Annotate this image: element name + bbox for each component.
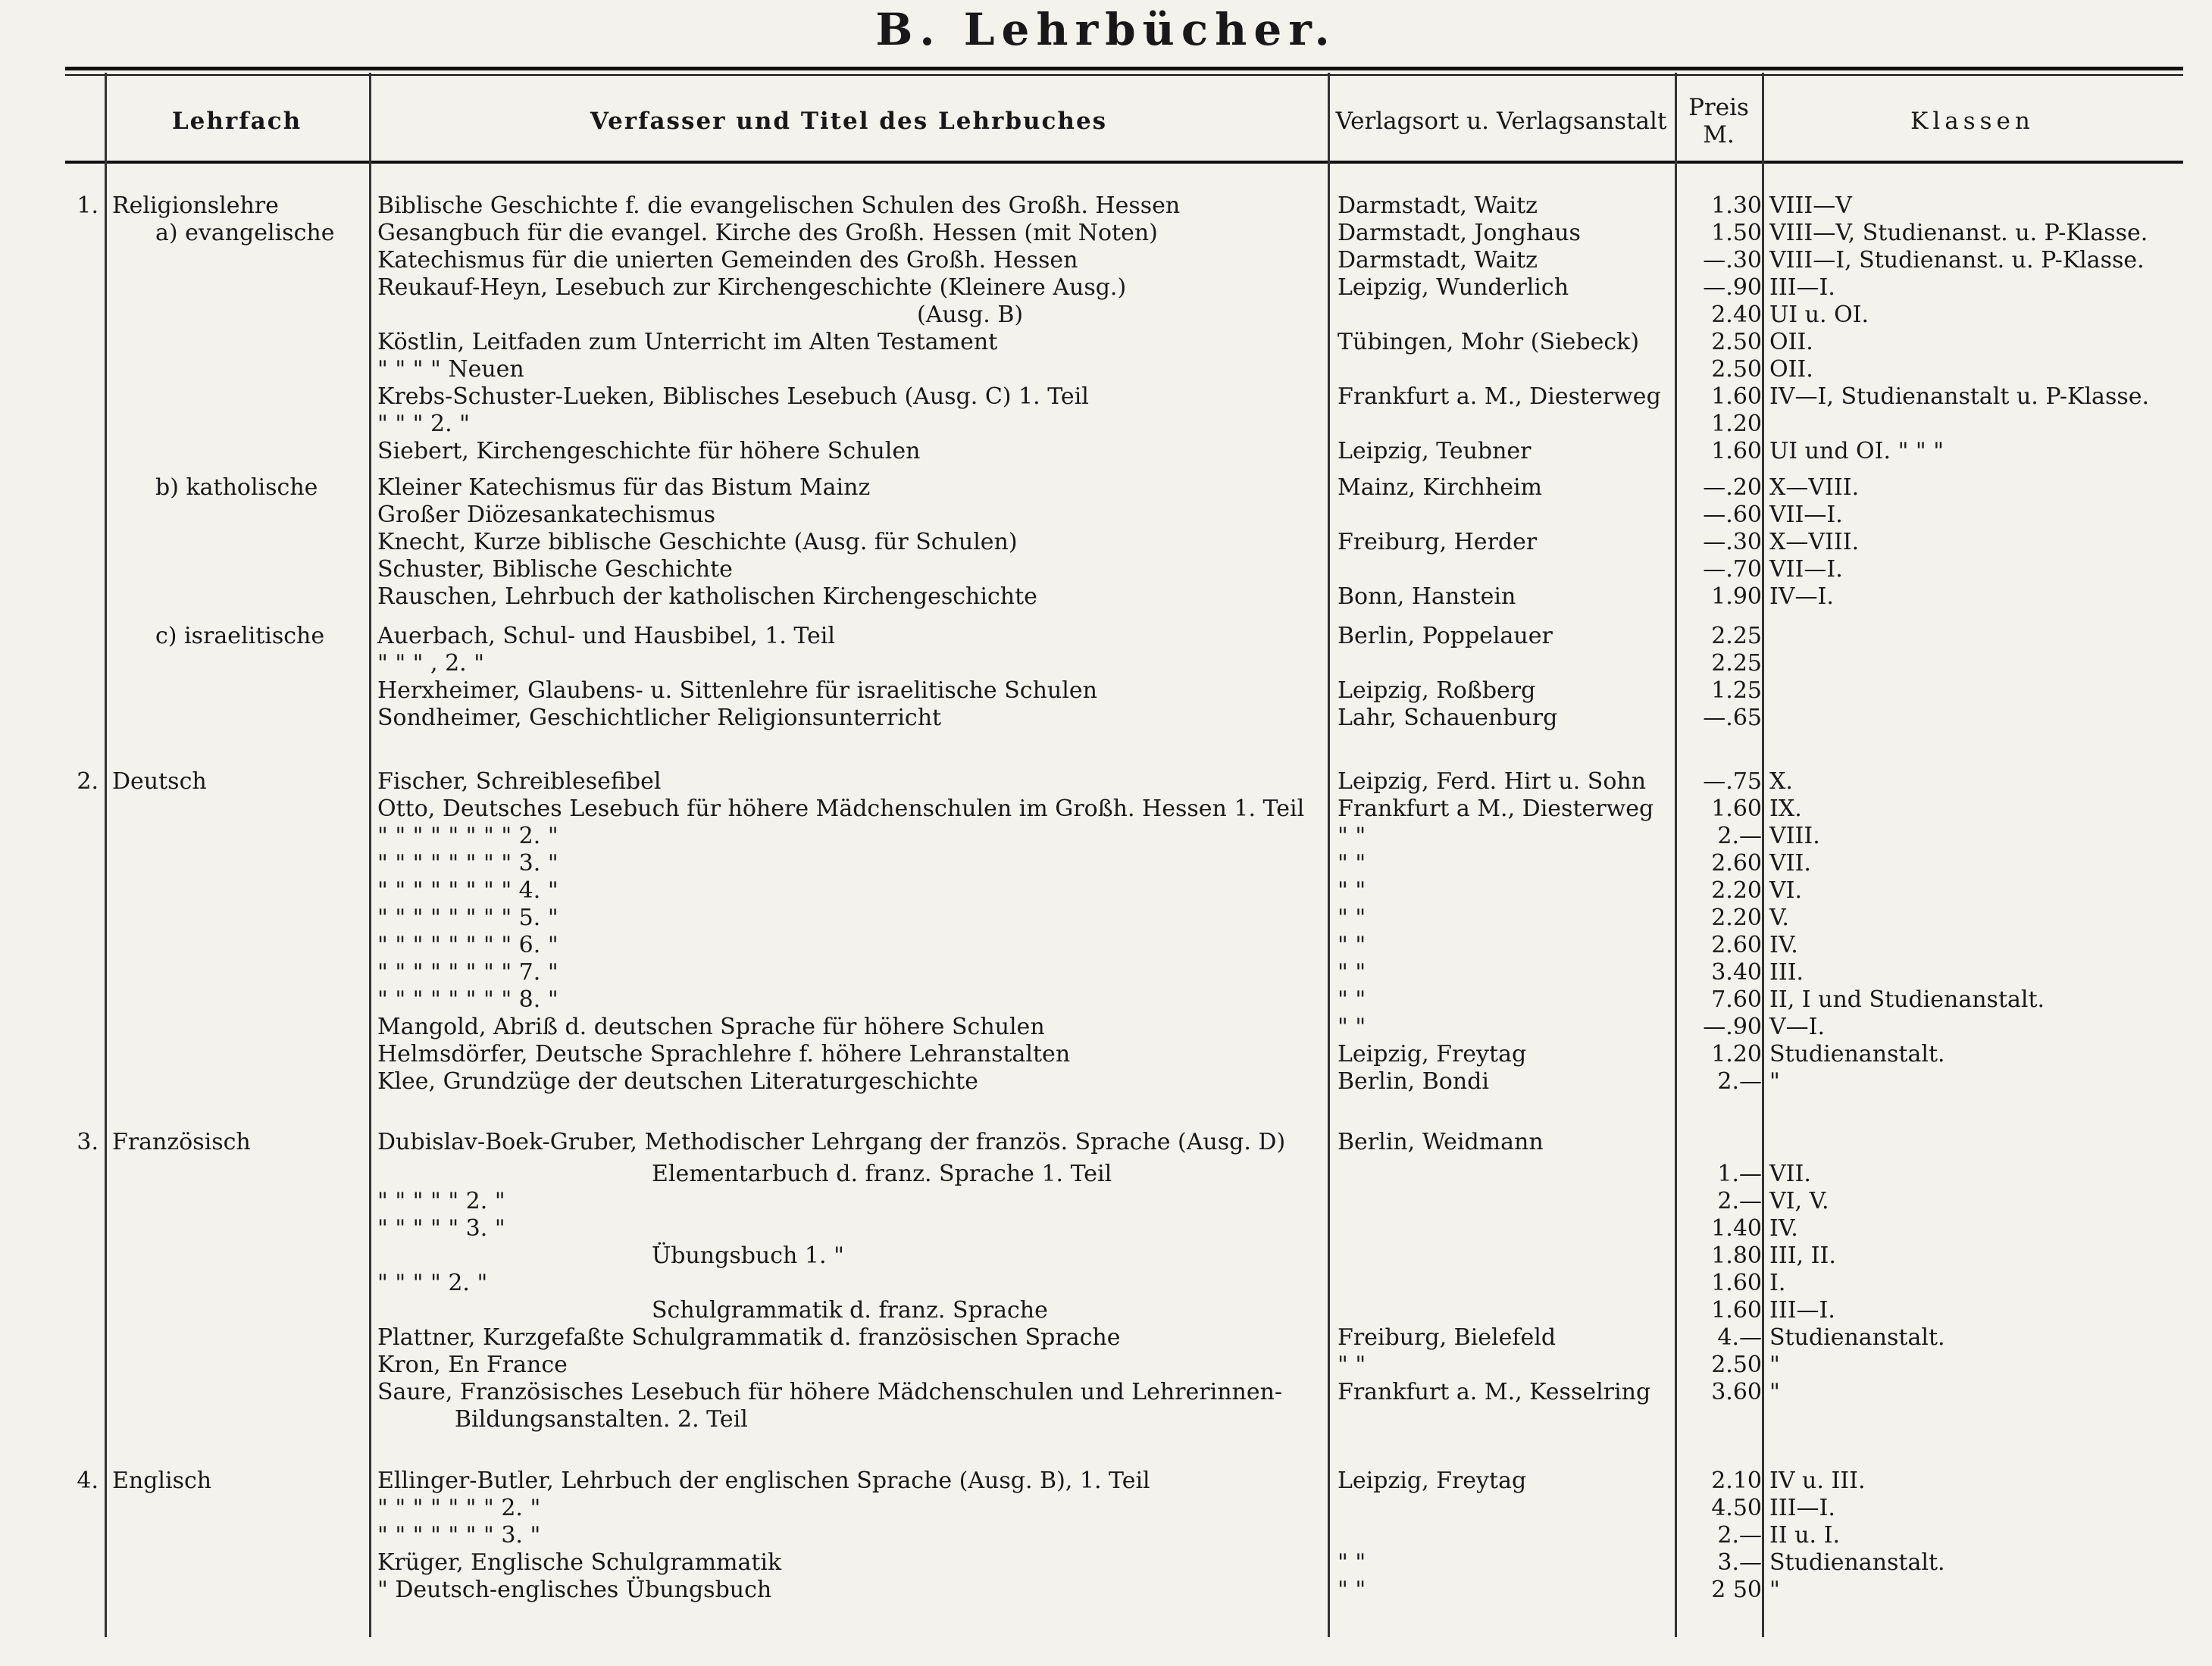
price-cell: 2.20 (1711, 905, 1762, 931)
title-cell: " " " " " " " " 8. " (377, 986, 558, 1013)
classes-cell: " (1769, 1068, 1780, 1095)
price-cell: —.75 (1703, 768, 1762, 795)
title-cell: " " " " " " " " 2. " (377, 823, 558, 849)
title-cell: Auerbach, Schul- und Hausbibel, 1. Teil (377, 623, 835, 649)
price-cell: —.30 (1703, 247, 1762, 273)
classes-cell: VIII—V (1769, 192, 1852, 219)
classes-cell: Studienanstalt. (1769, 1549, 1945, 1576)
price-cell: 1.20 (1711, 1041, 1762, 1067)
subject-cell: b) katholische (155, 474, 318, 501)
publisher-cell: Berlin, Weidmann (1338, 1129, 1544, 1155)
header-publisher: Verlagsort u. Verlagsanstalt (1335, 108, 1667, 135)
title-cell: " " " " " " " " 3. " (377, 850, 558, 877)
publisher-cell: Tübingen, Mohr (Siebeck) (1338, 329, 1640, 355)
classes-cell: V—I. (1769, 1014, 1826, 1040)
price-cell: 2.60 (1711, 932, 1762, 958)
price-cell: —.90 (1703, 274, 1762, 301)
publisher-cell: " " (1338, 823, 1366, 849)
publisher-cell: " " (1338, 905, 1366, 931)
title-cell: " " " " " " " " 4. " (377, 877, 558, 904)
publisher-cell: Darmstadt, Jonghaus (1338, 220, 1581, 246)
title-cell: Sondheimer, Geschichtlicher Religionsunterricht (377, 705, 942, 731)
price-cell: 1.40 (1711, 1215, 1762, 1242)
classes-cell: VIII. (1769, 823, 1820, 849)
title-cell: Elementarbuch d. franz. Sprache 1. Teil (652, 1161, 1112, 1187)
classes-cell: II u. I. (1769, 1522, 1841, 1549)
price-cell: 2.50 (1711, 329, 1762, 355)
publisher-cell: Leipzig, Freytag (1338, 1041, 1527, 1067)
header-classes: Klassen (1910, 108, 2035, 135)
price-cell: 2.— (1717, 823, 1762, 849)
price-cell: 2.25 (1711, 650, 1762, 677)
price-cell: 1.— (1717, 1161, 1762, 1187)
title-cell: Übungsbuch 1. " (652, 1242, 844, 1269)
classes-cell: III—I. (1769, 1495, 1835, 1521)
price-cell: —.20 (1703, 474, 1762, 501)
section-number: 2. (77, 768, 99, 795)
price-cell: 1.30 (1711, 192, 1762, 219)
classes-cell: VIII—I, Studienanst. u. P-Klasse. (1769, 247, 2145, 273)
column-divider (1762, 73, 1764, 1637)
title-cell: Dubislav-Boek-Gruber, Methodischer Lehrgang der französ. Sprache (Ausg. D) (377, 1129, 1286, 1155)
classes-cell: " (1769, 1379, 1780, 1405)
price-cell: 2.25 (1711, 623, 1762, 649)
subject-cell: a) evangelische (155, 220, 335, 246)
classes-cell: " (1769, 1352, 1780, 1378)
publisher-cell: " " (1338, 1577, 1366, 1603)
header-price-unit: M. (1703, 121, 1735, 148)
price-cell: 2.— (1717, 1522, 1762, 1549)
publisher-cell: " " (1338, 1014, 1366, 1040)
subject-cell: Englisch (112, 1468, 212, 1494)
classes-cell: VIII—V, Studienanst. u. P-Klasse. (1769, 220, 2148, 246)
title-cell: Schuster, Biblische Geschichte (377, 556, 733, 583)
publisher-cell: Leipzig, Roßberg (1338, 677, 1536, 704)
price-cell: —.65 (1703, 705, 1762, 731)
title-cell: " " " 2. " (377, 411, 470, 437)
title-cell: " " " " 2. " (377, 1270, 488, 1296)
title-cell: Mangold, Abriß d. deutschen Sprache für höhere Schulen (377, 1014, 1045, 1040)
publisher-cell: Darmstadt, Waitz (1338, 247, 1538, 273)
subject-cell: Deutsch (112, 768, 207, 795)
classes-cell: OII. (1769, 329, 1813, 355)
subject-cell: c) israelitische (155, 623, 325, 649)
title-cell: " Deutsch-englisches Übungsbuch (377, 1577, 772, 1603)
price-cell: 3.— (1717, 1549, 1762, 1576)
classes-cell: IV—I. (1769, 583, 1834, 610)
price-cell: 2.— (1717, 1188, 1762, 1214)
title-cell: Krüger, Englische Schulgrammatik (377, 1549, 782, 1576)
classes-cell: VI. (1769, 877, 1803, 904)
title-cell: Knecht, Kurze biblische Geschichte (Ausg. für Schulen) (377, 529, 1018, 555)
price-cell: 3.40 (1711, 959, 1762, 986)
title-cell: Bildungsanstalten. 2. Teil (455, 1406, 748, 1433)
price-cell: —.60 (1703, 502, 1762, 528)
price-cell: 1.25 (1711, 677, 1762, 704)
section-number: 3. (77, 1129, 99, 1155)
header-price (1676, 83, 1761, 159)
price-cell: 1.80 (1711, 1242, 1762, 1269)
price-cell: —.30 (1703, 529, 1762, 555)
classes-cell: OII. (1769, 356, 1813, 383)
classes-cell: IV. (1769, 1215, 1798, 1242)
classes-cell: IV. (1769, 932, 1798, 958)
title-cell: " " " " " 2. " (377, 1188, 505, 1214)
classes-cell: III—I. (1769, 1297, 1835, 1324)
classes-cell: VII. (1769, 850, 1811, 877)
column-divider (105, 73, 107, 1637)
publisher-cell: Bonn, Hanstein (1338, 583, 1516, 610)
title-cell: Krebs-Schuster-Lueken, Biblisches Lesebuch (Ausg. C) 1. Teil (377, 383, 1089, 410)
classes-cell: X—VIII. (1769, 474, 1860, 501)
publisher-cell: " " (1338, 1549, 1366, 1576)
classes-cell: VI, V. (1769, 1188, 1829, 1214)
publisher-cell: Darmstadt, Waitz (1338, 192, 1538, 219)
classes-cell: VII—I. (1769, 556, 1843, 583)
price-cell: 1.50 (1711, 220, 1762, 246)
publisher-cell: Frankfurt a. M., Kesselring (1338, 1379, 1651, 1405)
title-cell: Plattner, Kurzgefaßte Schulgrammatik d. französischen Sprache (377, 1324, 1121, 1351)
section-number: 1. (77, 192, 99, 219)
classes-cell: X. (1769, 768, 1793, 795)
title-cell: Otto, Deutsches Lesebuch für höhere Mädchenschulen im Großh. Hessen 1. Teil (377, 795, 1305, 822)
classes-cell: Studienanstalt. (1769, 1041, 1945, 1067)
price-cell: 2.10 (1711, 1468, 1762, 1494)
title-cell: Kleiner Katechismus für das Bistum Mainz (377, 474, 871, 501)
header-author-title: Verfasser und Titel des Lehrbuches (590, 108, 1108, 135)
price-cell: 2.— (1717, 1068, 1762, 1095)
subject-cell: Religionslehre (112, 192, 279, 219)
publisher-cell: Berlin, Bondi (1338, 1068, 1489, 1095)
title-cell: Fischer, Schreiblesefibel (377, 768, 662, 795)
price-cell: 1.60 (1711, 1270, 1762, 1296)
price-cell: 2.50 (1711, 1352, 1762, 1378)
classes-cell: III. (1769, 959, 1804, 986)
publisher-cell: " " (1338, 959, 1366, 986)
classes-cell: X—VIII. (1769, 529, 1860, 555)
header-price-label: Preis (1688, 94, 1749, 121)
subject-cell: Französisch (112, 1129, 251, 1155)
title-cell: " " " " " " " " 5. " (377, 905, 558, 931)
publisher-cell: Frankfurt a. M., Diesterweg (1338, 383, 1661, 410)
publisher-cell: Frankfurt a M., Diesterweg (1338, 795, 1654, 822)
price-cell: 1.20 (1711, 411, 1762, 437)
top-double-rule-thin (65, 74, 2183, 76)
title-cell: " " " " " 3. " (377, 1215, 505, 1242)
title-cell: " " " " " " " 3. " (377, 1522, 541, 1549)
title-cell: Biblische Geschichte f. die evangelischen Schulen des Großh. Hessen (377, 192, 1181, 219)
title-cell: Katechismus für die unierten Gemeinden des Großh. Hessen (377, 247, 1078, 273)
price-cell: 2 50 (1711, 1577, 1762, 1603)
column-divider (1328, 73, 1330, 1637)
price-cell: 1.60 (1711, 795, 1762, 822)
title-cell: Rauschen, Lehrbuch der katholischen Kirchengeschichte (377, 583, 1037, 610)
publisher-cell: " " (1338, 850, 1366, 877)
title-cell: Herxheimer, Glaubens- u. Sittenlehre für israelitische Schulen (377, 677, 1097, 704)
price-cell: 2.50 (1711, 356, 1762, 383)
publisher-cell: Leipzig, Freytag (1338, 1468, 1527, 1494)
classes-cell: IX. (1769, 795, 1802, 822)
price-cell: —.70 (1703, 556, 1762, 583)
title-cell: (Ausg. B) (917, 302, 1024, 328)
publisher-cell: Leipzig, Ferd. Hirt u. Sohn (1338, 768, 1647, 795)
price-cell: 4.50 (1711, 1495, 1762, 1521)
classes-cell: IV—I, Studienanstalt u. P-Klasse. (1769, 383, 2150, 410)
classes-cell: I. (1769, 1270, 1786, 1296)
title-cell: Klee, Grundzüge der deutschen Literaturgeschichte (377, 1068, 978, 1095)
title-cell: Kron, En France (377, 1352, 568, 1378)
publisher-cell: " " (1338, 877, 1366, 904)
title-cell: Saure, Französisches Lesebuch für höhere Mädchenschulen und Lehrerinnen- (377, 1379, 1283, 1405)
top-double-rule-thick (65, 67, 2183, 70)
publisher-cell: Berlin, Poppelauer (1338, 623, 1553, 649)
price-cell: 1.60 (1711, 438, 1762, 464)
price-cell: 1.90 (1711, 583, 1762, 610)
publisher-cell: Leipzig, Wunderlich (1338, 274, 1569, 301)
title-cell: Siebert, Kirchengeschichte für höhere Schulen (377, 438, 921, 464)
title-cell: " " " " " " " " 7. " (377, 959, 558, 986)
title-cell: " " " " " " " 2. " (377, 1495, 541, 1521)
price-cell: —.90 (1703, 1014, 1762, 1040)
price-cell: 2.20 (1711, 877, 1762, 904)
title-cell: " " " , 2. " (377, 650, 485, 677)
classes-cell: UI und OI. " " " (1769, 438, 1944, 464)
title-cell: Reukauf-Heyn, Lesebuch zur Kirchengeschichte (Kleinere Ausg.) (377, 274, 1127, 301)
classes-cell: Studienanstalt. (1769, 1324, 1945, 1351)
price-cell: 7.60 (1711, 986, 1762, 1013)
header-subject: Lehrfach (171, 108, 302, 135)
title-cell: Großer Diözesankatechismus (377, 502, 716, 528)
classes-cell: UI u. OI. (1769, 302, 1869, 328)
price-cell: 2.60 (1711, 850, 1762, 877)
classes-cell: II, I und Studienanstalt. (1769, 986, 2045, 1013)
classes-cell: IV u. III. (1769, 1468, 1866, 1494)
publisher-cell: " " (1338, 986, 1366, 1013)
price-cell: 3.60 (1711, 1379, 1762, 1405)
title-cell: Ellinger-Butler, Lehrbuch der englischen Sprache (Ausg. B), 1. Teil (377, 1468, 1150, 1494)
classes-cell: III, II. (1769, 1242, 1836, 1269)
publisher-cell: Freiburg, Bielefeld (1338, 1324, 1557, 1351)
title-cell: Gesangbuch für die evangel. Kirche des Großh. Hessen (mit Noten) (377, 220, 1158, 246)
title-cell: Köstlin, Leitfaden zum Unterricht im Alten Testament (377, 329, 998, 355)
page-title: B. Lehrbücher. (875, 4, 1337, 55)
price-cell: 2.40 (1711, 302, 1762, 328)
classes-cell: V. (1769, 905, 1789, 931)
price-cell: 1.60 (1711, 383, 1762, 410)
title-cell: Schulgrammatik d. franz. Sprache (652, 1297, 1048, 1324)
section-number: 4. (77, 1468, 99, 1494)
price-cell: 1.60 (1711, 1297, 1762, 1324)
header-bottom-rule (65, 161, 2183, 164)
classes-cell: VII. (1769, 1161, 1811, 1187)
publisher-cell: Mainz, Kirchheim (1338, 474, 1542, 501)
publisher-cell: Lahr, Schauenburg (1338, 705, 1558, 731)
title-cell: " " " " " " " " 6. " (377, 932, 558, 958)
classes-cell: III—I. (1769, 274, 1835, 301)
title-cell: Helmsdörfer, Deutsche Sprachlehre f. höhere Lehranstalten (377, 1041, 1071, 1067)
publisher-cell: " " (1338, 932, 1366, 958)
publisher-cell: Leipzig, Teubner (1338, 438, 1532, 464)
publisher-cell: " " (1338, 1352, 1366, 1378)
column-divider (369, 73, 371, 1637)
classes-cell: " (1769, 1577, 1780, 1603)
title-cell: " " " " Neuen (377, 356, 524, 383)
publisher-cell: Freiburg, Herder (1338, 529, 1538, 555)
price-cell: 4.— (1717, 1324, 1762, 1351)
classes-cell: VII—I. (1769, 502, 1843, 528)
